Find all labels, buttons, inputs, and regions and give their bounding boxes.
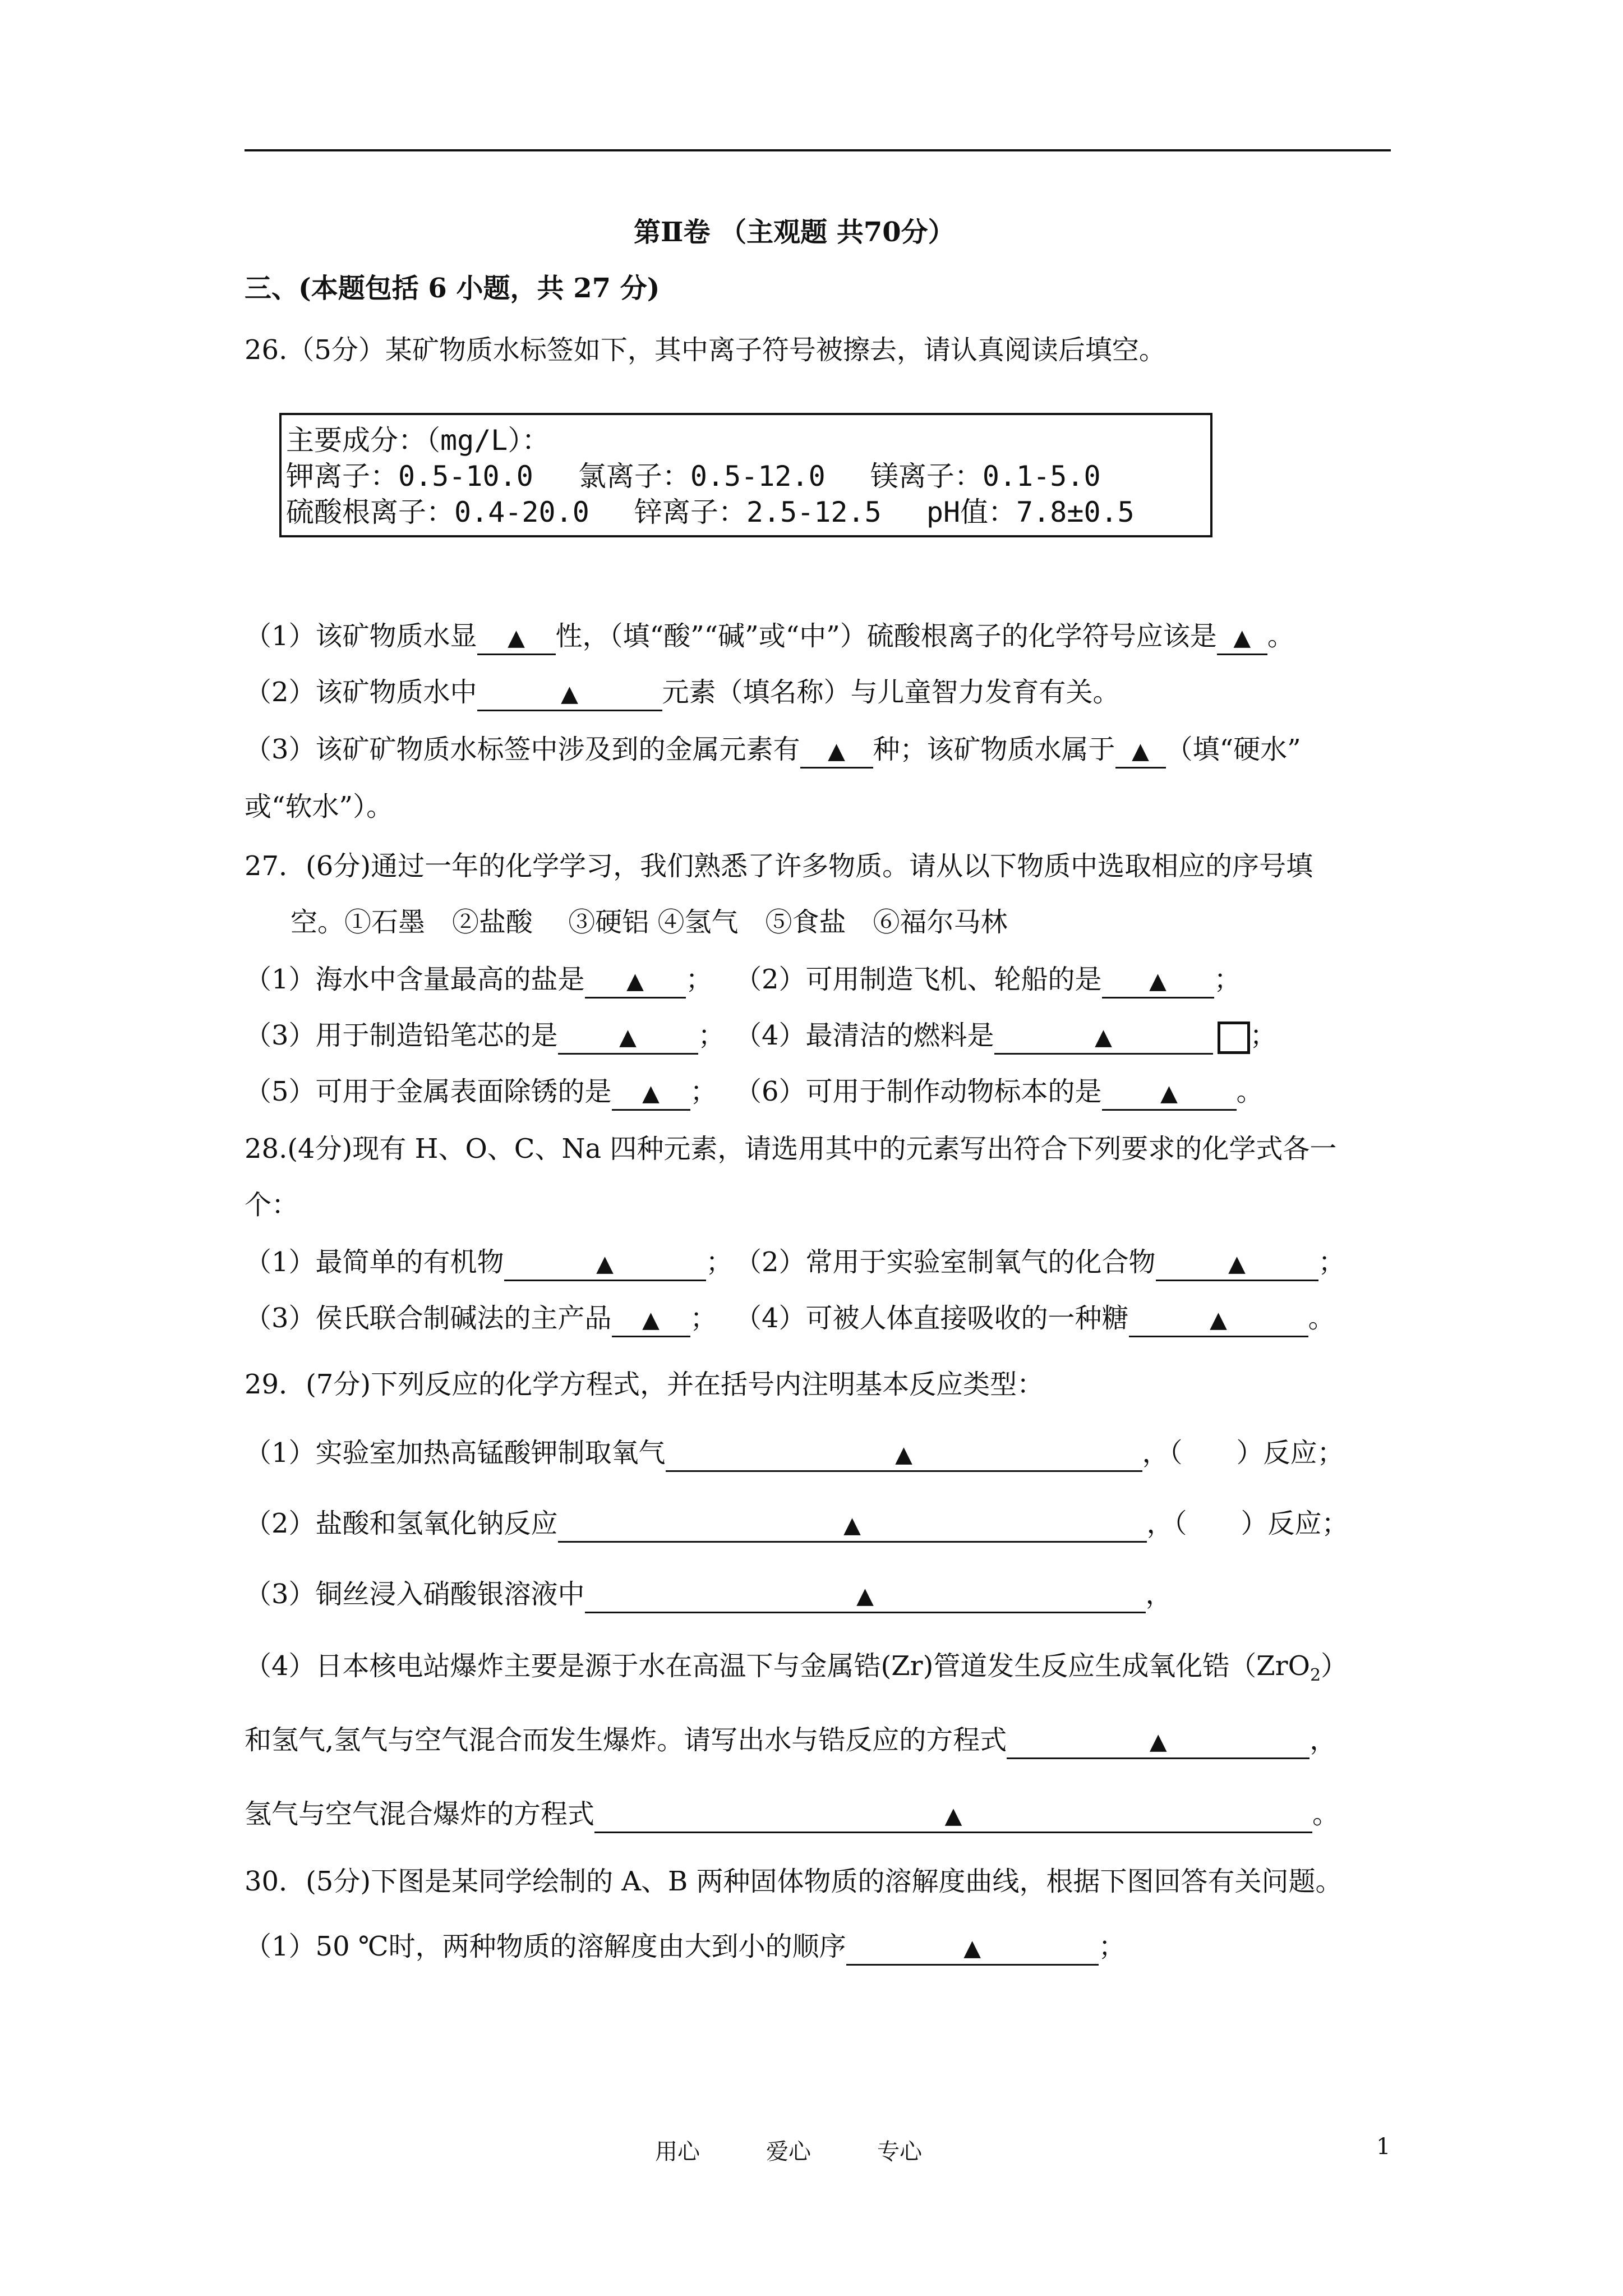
answer-blank[interactable] [800,734,873,769]
blank-triangle-icon: ▲ [561,681,578,707]
header-rule [245,149,1391,151]
label-line-2: 钾离子：0.5-10.0 氯离子：0.5-12.0 镁离子：0.1-5.0 [286,460,1101,493]
label-line-3: 硫酸根离子：0.4-20.0 锌离子：2.5-12.5 pH值：7.8±0.5 [286,496,1135,528]
answer-blank[interactable] [666,1437,1142,1472]
q28-part4: （4）可被人体直接吸收的一种糖 ▲ 。 [735,1301,1335,1337]
blank-triangle-icon: ▲ [596,1251,614,1277]
blank-triangle-icon: ▲ [843,1512,861,1538]
q29-part4-line2: 和氢气,氢气与空气混合而发生爆炸。请写出水与锆反应的方程式 ▲ ， [245,1723,1336,1759]
q29-part3: （3）铜丝浸入硝酸银溶液中 ▲ ， [245,1577,1173,1613]
q28-stem: 28.(4分)现有 H、O、C、Na 四种元素，请选用其中的元素写出符合下列要求的化学式各一 [245,1133,1337,1165]
footer-motto-1: 用心 [655,2139,700,2165]
blank-triangle-icon: ▲ [1160,1080,1178,1106]
q27-part3: （3）用于制造铅笔芯的是 ▲ ； [245,1019,725,1055]
q27-part5: （5）可用于金属表面除锈的是 ▲ ； [245,1075,717,1111]
blank-triangle-icon: ▲ [1095,1024,1112,1050]
q29-part1: （1）实验室加热高锰酸钾制取氧气 ▲ ，（ ）反应； [245,1436,1344,1472]
answer-blank[interactable] [1102,964,1214,999]
answer-blank[interactable] [612,1076,690,1111]
q30-part1: （1）50 ℃时，两种物质的溶解度由大到小的顺序 ▲ ； [245,1930,1126,1966]
footer-motto-3: 专心 [877,2139,922,2165]
answer-blank[interactable] [558,1508,1147,1543]
blank-triangle-icon: ▲ [1149,968,1166,994]
blank-triangle-icon: ▲ [642,1307,660,1333]
answer-blank[interactable] [1102,1076,1237,1111]
blank-triangle-icon: ▲ [895,1442,912,1467]
q30-stem: 30．(5分)下图是某同学绘制的 A、B 两种固体物质的溶解度曲线，根据下图回答有关问题。 [245,1866,1343,1897]
q27-part6: （6）可用于制作动物标本的是 ▲ 。 [735,1075,1264,1111]
blank-triangle-icon: ▲ [619,1024,637,1050]
blank-triangle-icon: ▲ [626,968,644,994]
answer-blank[interactable] [477,677,662,711]
answer-blank[interactable] [1007,1724,1310,1759]
answer-blank[interactable] [994,1020,1213,1055]
square-box-icon [1218,1022,1250,1054]
answer-blank[interactable] [612,1303,690,1337]
answer-blank[interactable] [594,1798,1312,1833]
page-number: 1 [1376,2134,1391,2160]
label-line-1: 主要成分：（mg/L）： [286,424,550,457]
q26-part3: （3）该矿矿物质水标签中涉及到的金属元素有 ▲ 种；该矿物质水属于 ▲ （填“硬水” [245,733,1301,769]
blank-triangle-icon: ▲ [1233,625,1251,651]
answer-blank[interactable] [504,1246,706,1281]
answer-blank[interactable] [1156,1246,1318,1281]
blank-triangle-icon: ▲ [856,1583,874,1609]
q28-stem-cont: 个： [245,1189,299,1221]
footer-motto-2: 爱心 [766,2139,811,2165]
q26-part1: （1）该矿物质水显 ▲ 性，（填“酸”“碱”或“中”）硫酸根离子的化学符号应该是 ▲ 。 [245,619,1294,655]
section-title: 第Ⅱ卷 （主观题 共70分） [634,217,955,248]
q26-part2: （2）该矿物质水中 ▲ 元素（填名称）与儿童智力发育有关。 [245,675,1120,711]
q28-part2: （2）常用于实验室制氧气的化合物 ▲ ； [735,1245,1345,1281]
answer-blank[interactable] [558,1020,698,1055]
blank-triangle-icon: ▲ [1210,1307,1227,1333]
answer-blank[interactable] [846,1931,1099,1966]
q27-stem: 27．(6分)通过一年的化学学习，我们熟悉了许多物质。请从以下物质中选取相应的序号填 [245,850,1313,882]
answer-blank[interactable] [477,620,556,655]
answer-blank[interactable] [1129,1303,1308,1337]
blank-triangle-icon: ▲ [1228,1251,1246,1277]
q28-part1: （1）最简单的有机物 ▲ ； [245,1245,733,1281]
answer-blank[interactable] [585,964,686,999]
section-three-header: 三、(本题包括 6 小题，共 27 分) [245,273,660,304]
blank-triangle-icon: ▲ [642,1080,660,1106]
blank-triangle-icon: ▲ [828,738,845,764]
q27-options: 空。①石墨 ②盐酸 ③硬铝 ④氢气 ⑤食盐 ⑥福尔马林 [291,907,1008,938]
answer-blank[interactable] [585,1579,1146,1613]
blank-triangle-icon: ▲ [944,1803,962,1829]
q29-stem: 29．(7分)下列反应的化学方程式，并在括号内注明基本反应类型： [245,1369,1044,1400]
blank-triangle-icon: ▲ [963,1935,981,1961]
q29-part4-line3: 氢气与空气混合爆炸的方程式 ▲ 。 [245,1797,1339,1833]
q28-part3: （3）侯氏联合制碱法的主产品 ▲ ； [245,1301,717,1337]
answer-blank[interactable] [1115,734,1166,769]
blank-triangle-icon: ▲ [1132,738,1149,764]
q29-part2: （2）盐酸和氢氧化钠反应 ▲ ，（ ）反应； [245,1507,1349,1543]
q26-part3-cont: 或“软水”）。 [245,791,394,822]
blank-triangle-icon: ▲ [1149,1729,1167,1755]
q27-part2: （2）可用制造飞机、轮船的是 ▲ ； [735,963,1241,999]
q27-part1: （1）海水中含量最高的盐是 ▲ ； [245,963,713,999]
answer-blank[interactable] [1217,620,1267,655]
blank-triangle-icon: ▲ [508,625,525,651]
q26-stem: 26.（5分）某矿物质水标签如下，其中离子符号被擦去，请认真阅读后填空。 [245,334,1166,366]
q29-part4: （4）日本核电站爆炸主要是源于水在高温下与金属锆(Zr)管道发生反应生成氧化锆（ZrO$_2$） [245,1650,1348,1685]
q27-part4: （4）最清洁的燃料是 ▲ ； [735,1019,1277,1055]
